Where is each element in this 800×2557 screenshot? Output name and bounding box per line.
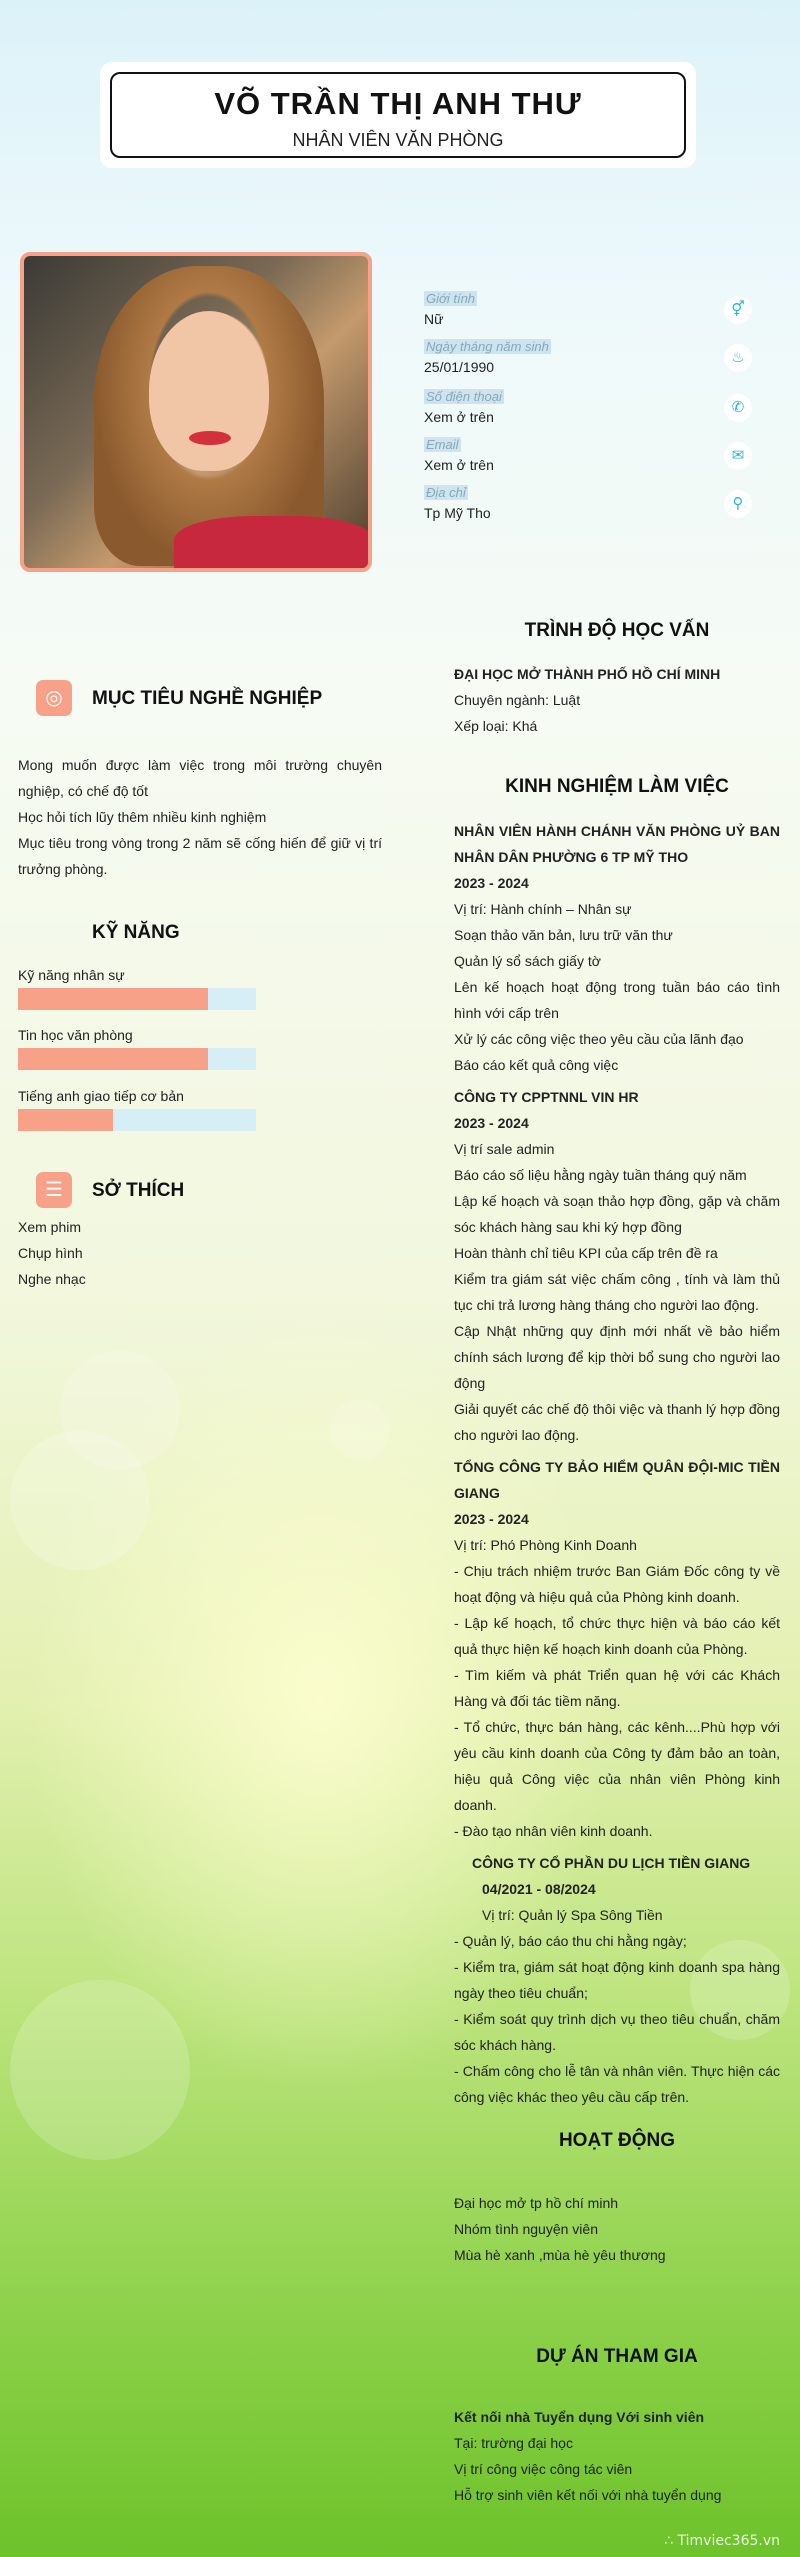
photo-shirt: [174, 516, 372, 572]
activity-item: Đại học mở tp hồ chí minh: [454, 2195, 619, 2211]
info-label: Giới tính: [426, 291, 476, 306]
projects-body: [454, 2404, 780, 2508]
job-line: Lập kế hoạch và soạn thảo hợp đồng, gặp và chăm sóc khách hàng sau khi ký hợp đồng: [454, 1193, 780, 1235]
skill-bar-fill: [18, 1109, 113, 1131]
job-line: Quản lý sổ sách giấy tờ: [454, 953, 601, 969]
target-icon: ◎: [36, 680, 72, 716]
info-birthday: [424, 338, 784, 375]
job-line: Soạn thảo văn bản, lưu trữ văn thư: [454, 927, 673, 943]
major: Chuyên ngành: Luật: [454, 692, 581, 708]
skill-bar-fill: [18, 988, 208, 1010]
candidate-name: VÕ TRẦN THỊ ANH THƯ: [214, 86, 582, 121]
job-period: 2023 - 2024: [454, 1115, 529, 1131]
skill-bar: [18, 1109, 256, 1131]
job-period: 2023 - 2024: [454, 875, 529, 891]
objective-line: Mục tiêu trong vòng trong 2 năm sẽ cống hiến để giữ vị trí trưởng phòng.: [18, 835, 382, 877]
info-address: [424, 484, 784, 521]
skills-title: KỸ NĂNG: [92, 922, 180, 943]
project-item: Tại: trường đại học: [454, 2435, 573, 2451]
job-line: - Kiểm tra, giám sát hoạt động kinh doanh spa hàng ngày theo tiêu chuẩn;: [454, 1959, 780, 2001]
job-company: CÔNG TY CPPTNNL VIN HR: [454, 1089, 639, 1105]
skill-name: Tiếng anh giao tiếp cơ bản: [18, 1088, 184, 1104]
birthday-cake-icon: ♨: [724, 344, 752, 372]
job-line: Báo cáo số liệu hằng ngày tuần tháng quý năm: [454, 1167, 747, 1183]
activities-title: HOẠT ĐỘNG: [558, 2130, 676, 2151]
job-line: Vị trí sale admin: [454, 1141, 555, 1157]
school-name: ĐẠI HỌC MỞ THÀNH PHỐ HỒ CHÍ MINH: [454, 666, 721, 682]
job-position: Vị trí: Quản lý Spa Sông Tiền: [482, 1907, 663, 1923]
decorative-bubble: [10, 1430, 150, 1570]
project-item: Hỗ trợ sinh viên kết nối với nhà tuyển dụng: [454, 2487, 722, 2503]
experience-body: [454, 818, 780, 2110]
info-value: Xem ở trên: [424, 409, 494, 425]
job-company: NHÂN VIÊN HÀNH CHÁNH VĂN PHÒNG UỶ BAN NHÂN DÂN PHƯỜNG 6 TP MỸ THO: [454, 823, 780, 865]
info-gender: [424, 290, 784, 327]
hobbies-list: [18, 1214, 318, 1292]
hobby-item: Nghe nhạc: [18, 1271, 86, 1287]
skill-name: Kỹ năng nhân sự: [18, 967, 125, 983]
objective-line: Học hỏi tích lũy thêm nhiều kinh nghiệm: [18, 809, 267, 825]
job-line: Báo cáo kết quả công việc: [454, 1057, 619, 1073]
job-line: Lên kế hoạch hoạt động trong tuần báo cáo tình hình với cấp trên: [454, 979, 780, 1021]
activity-item: Nhóm tình nguyện viên: [454, 2221, 598, 2237]
job-line: Hoàn thành chỉ tiêu KPI của cấp trên đề ra: [454, 1245, 718, 1261]
skill-bar: [18, 988, 256, 1010]
job-line: Vị trí: Hành chính – Nhân sự: [454, 901, 632, 917]
job-line: Giải quyết các chế độ thôi việc và thanh lý hợp đồng cho người lao động.: [454, 1401, 780, 1443]
job-line: - Tổ chức, thực bán hàng, các kênh....Phù hợp với yêu cầu kinh doanh của Công ty đảm bảo an toàn, hiệu quả Công việc của nhân viên Phòng kinh doanh.: [454, 1719, 780, 1813]
header-card: [100, 62, 696, 168]
info-value: Tp Mỹ Tho: [424, 505, 491, 521]
skill-bar-fill: [18, 1048, 208, 1070]
activities-list: [454, 2190, 780, 2268]
activity-item: Mùa hè xanh ,mùa hè yêu thương: [454, 2247, 666, 2263]
job-period: 04/2021 - 08/2024: [482, 1881, 596, 1897]
info-phone: [424, 388, 784, 425]
info-value: Nữ: [424, 311, 444, 327]
info-label: Số điện thoại: [426, 389, 502, 404]
info-value: Xem ở trên: [424, 457, 494, 473]
hobby-item: Xem phim: [18, 1219, 82, 1235]
job-line: Kiểm tra giám sát việc chấm công , tính và làm thủ tục chi trả lương hàng tháng cho người lao động.: [454, 1271, 780, 1313]
job-line: Xử lý các công việc theo yêu cầu của lãnh đạo: [454, 1031, 744, 1047]
hobbies-title: SỞ THÍCH: [92, 1180, 185, 1201]
job-company: TỔNG CÔNG TY BẢO HIỂM QUÂN ĐỘI-MIC TIỀN GIANG: [454, 1459, 780, 1501]
info-label: Email: [426, 437, 459, 452]
decorative-bubble: [10, 1980, 190, 2160]
decorative-bubble: [330, 1400, 390, 1460]
job-line: - Chịu trách nhiệm trước Ban Giám Đốc công ty về hoạt động và hiệu quả của Phòng kinh doanh.: [454, 1563, 780, 1605]
objective-text: [18, 752, 382, 882]
gender-icon: ⚥: [724, 296, 752, 324]
education-body: [454, 661, 780, 739]
phone-icon: ✆: [724, 394, 752, 422]
projects-title: DỰ ÁN THAM GIA: [536, 2346, 698, 2367]
location-icon: ⚲: [724, 490, 752, 518]
job-line: - Lập kế hoạch, tổ chức thực hiện và báo cáo kết quả thực hiện kế hoạch kinh doanh của Phòng.: [454, 1615, 780, 1657]
job-line: Cập Nhật những quy định mới nhất về bảo hiểm chính sách lương để kịp thời bổ sung cho người lao động: [454, 1323, 780, 1391]
skill-name: Tin học văn phòng: [18, 1027, 133, 1043]
info-label: Địa chỉ: [426, 485, 466, 500]
hobby-item: Chụp hình: [18, 1245, 83, 1261]
job-line: Vị trí: Phó Phòng Kinh Doanh: [454, 1537, 637, 1553]
education-title: TRÌNH ĐỘ HỌC VẤN: [524, 620, 710, 641]
info-label: Ngày tháng năm sinh: [426, 339, 549, 354]
job-period: 2023 - 2024: [454, 1511, 529, 1527]
header-frame: [110, 72, 686, 158]
info-value: 25/01/1990: [424, 359, 495, 375]
job-line: - Đào tạo nhân viên kinh doanh.: [454, 1823, 653, 1839]
watermark: ∴ Timviec365.vn: [664, 2533, 780, 2549]
info-email: [424, 436, 784, 473]
objective-line: Mong muốn được làm việc trong môi trường chuyên nghiệp, có chế độ tốt: [18, 757, 382, 799]
project-name: Kết nối nhà Tuyển dụng Với sinh viên: [454, 2409, 705, 2425]
project-item: Vị trí công việc công tác viên: [454, 2461, 633, 2477]
objective-title: MỤC TIÊU NGHỀ NGHIỆP: [92, 688, 323, 709]
job-line: - Quản lý, báo cáo thu chi hằng ngày;: [454, 1933, 687, 1949]
job-title: NHÂN VIÊN VĂN PHÒNG: [292, 130, 504, 150]
profile-photo: [20, 252, 372, 572]
job-line: - Tìm kiếm và phát Triển quan hệ với các Khách Hàng và đối tác tiềm năng.: [454, 1667, 780, 1709]
experience-title: KINH NGHIỆM LÀM VIỆC: [505, 776, 729, 797]
email-icon: ✉: [724, 442, 752, 470]
photo-lips: [189, 431, 231, 445]
job-company: CÔNG TY CỔ PHẦN DU LỊCH TIỀN GIANG: [472, 1855, 751, 1871]
skill-bar: [18, 1048, 256, 1070]
hobby-list-icon: ☰: [36, 1172, 72, 1208]
grade: Xếp loại: Khá: [454, 718, 538, 734]
photo-face: [149, 311, 269, 471]
job-line: - Chấm công cho lễ tân và nhân viên. Thực hiện các công việc khác theo yêu cầu cấp trên.: [454, 2063, 780, 2105]
job-line: - Kiểm soát quy trình dịch vụ theo tiêu chuẩn, chăm sóc khách hàng.: [454, 2011, 780, 2053]
